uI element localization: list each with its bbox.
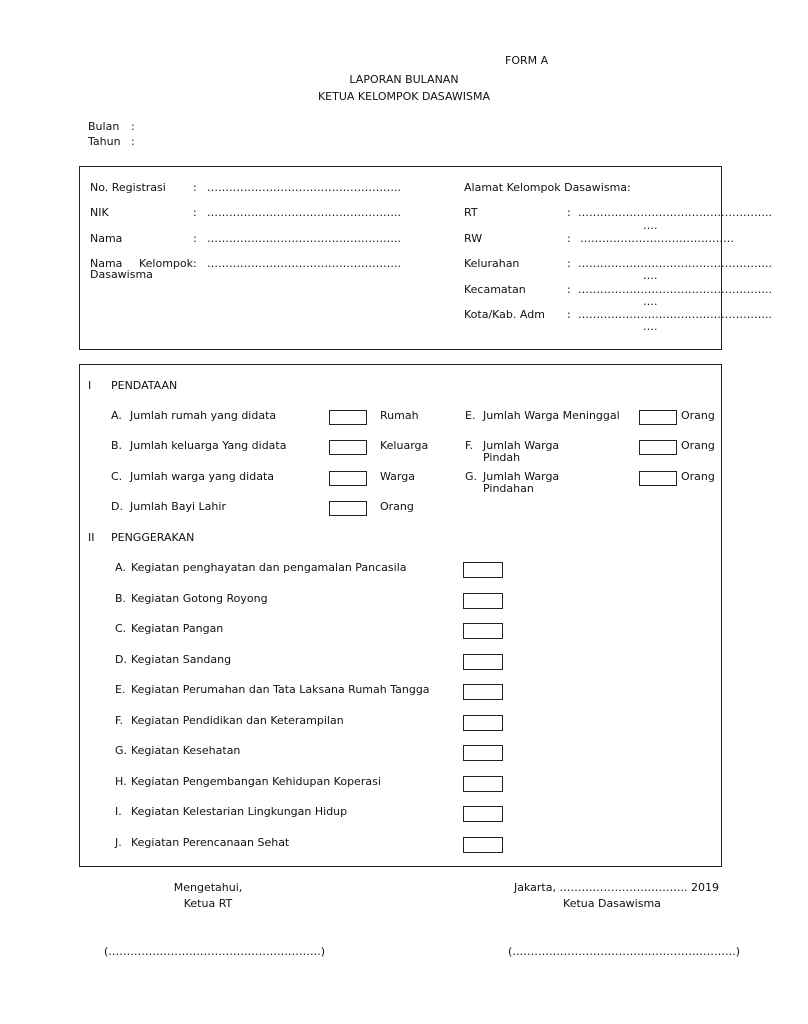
activity-e-input[interactable] — [463, 684, 503, 700]
item-c-key: C. — [111, 470, 123, 483]
kota-field[interactable]: …………………………………………….. — [578, 308, 772, 321]
registration-field[interactable]: …………………………………………….. — [207, 181, 401, 194]
item-g-key: G. — [465, 470, 478, 483]
item-b-input[interactable] — [329, 440, 367, 455]
group-name-label-a: Nama — [90, 257, 123, 270]
activity-a-label: Kegiatan penghayatan dan pengamalan Pancasila — [131, 561, 407, 574]
sign-left-line2: Ketua RT — [183, 897, 233, 910]
item-b-key: B. — [111, 439, 123, 452]
kelurahan-field[interactable]: …………………………………………….. — [578, 257, 772, 270]
item-a-label: Jumlah rumah yang didata — [130, 409, 277, 422]
kecamatan-colon: : — [567, 283, 571, 296]
activity-c-label: Kegiatan Pangan — [131, 622, 224, 635]
item-b-unit: Keluarga — [380, 439, 429, 452]
registration-label: No. Registrasi — [90, 181, 166, 194]
activity-g-label: Kegiatan Kesehatan — [131, 744, 241, 757]
activity-h-key: H. — [115, 775, 127, 788]
item-d-key: D. — [111, 500, 123, 513]
activity-e-label: Kegiatan Perumahan dan Tata Laksana Rumah Tangga — [131, 683, 430, 696]
sign-right-line2: Ketua Dasawisma — [563, 897, 661, 910]
kota-label: Kota/Kab. Adm — [464, 308, 545, 321]
activity-c-input[interactable] — [463, 623, 503, 639]
kecamatan-field-cont: …. — [643, 295, 658, 308]
item-g-label-2: Pindahan — [483, 482, 534, 495]
section-2-number: II — [88, 531, 95, 544]
item-g-unit: Orang — [681, 470, 715, 483]
activity-j-input[interactable] — [463, 837, 503, 853]
activity-j-label: Kegiatan Perencanaan Sehat — [131, 836, 290, 849]
item-e-unit: Orang — [681, 409, 715, 422]
kota-field-cont: …. — [643, 320, 658, 333]
section-1-title: PENDATAAN — [111, 379, 178, 392]
activity-c-key: C. — [115, 622, 127, 635]
activity-h-input[interactable] — [463, 776, 503, 792]
kelurahan-label: Kelurahan — [464, 257, 520, 270]
activity-d-key: D. — [115, 653, 127, 666]
item-a-key: A. — [111, 409, 122, 422]
title-line-1: LAPORAN BULANAN — [349, 73, 459, 86]
nik-label: NIK — [90, 206, 109, 219]
activity-f-label: Kegiatan Pendidikan dan Keterampilan — [131, 714, 344, 727]
group-name-label-c: Dasawisma — [90, 268, 153, 281]
item-f-unit: Orang — [681, 439, 715, 452]
activity-a-input[interactable] — [463, 562, 503, 578]
activity-i-key: I. — [115, 805, 122, 818]
activity-g-input[interactable] — [463, 745, 503, 761]
rt-signature-name[interactable]: (………………………………………………….) — [104, 945, 326, 958]
item-a-input[interactable] — [329, 410, 367, 425]
kelurahan-colon: : — [567, 257, 571, 270]
kecamatan-field[interactable]: …………………………………………….. — [578, 283, 772, 296]
activity-i-label: Kegiatan Kelestarian Lingkungan Hidup — [131, 805, 348, 818]
activity-d-input[interactable] — [463, 654, 503, 670]
name-field[interactable]: …………………………………………….. — [207, 232, 401, 245]
sign-right-line1: Jakarta, …………………………….. 2019 — [514, 881, 719, 894]
rw-label: RW — [464, 232, 483, 245]
activity-f-key: F. — [115, 714, 124, 727]
activity-e-key: E. — [115, 683, 126, 696]
item-c-label: Jumlah warga yang didata — [130, 470, 274, 483]
name-colon: : — [193, 232, 197, 245]
registration-colon: : — [193, 181, 197, 194]
group-name-field[interactable]: …………………………………………….. — [207, 257, 401, 270]
section-2-title: PENGGERAKAN — [111, 531, 195, 544]
item-f-label-1: Jumlah Warga — [483, 439, 560, 452]
kota-colon: : — [567, 308, 571, 321]
month-sep: : — [131, 120, 135, 133]
title-line-2: KETUA KELOMPOK DASAWISMA — [317, 90, 491, 103]
item-d-unit: Orang — [380, 500, 414, 513]
item-b-label: Jumlah keluarga Yang didata — [130, 439, 287, 452]
rw-field[interactable]: …………………………………… — [580, 232, 734, 245]
section-1-number: I — [88, 379, 92, 392]
item-c-input[interactable] — [329, 471, 367, 486]
group-name-colon: : — [193, 257, 197, 270]
activity-i-input[interactable] — [463, 806, 503, 822]
item-g-label-1: Jumlah Warga — [483, 470, 560, 483]
dasawisma-signature-name[interactable]: (…………………………………………………….) — [508, 945, 741, 958]
month-label: Bulan — [88, 120, 120, 133]
rt-field[interactable]: …………………………………………….. — [578, 206, 772, 219]
nik-field[interactable]: …………………………………………….. — [207, 206, 401, 219]
item-d-label: Jumlah Bayi Lahir — [130, 500, 226, 513]
item-e-input[interactable] — [639, 410, 677, 425]
kelurahan-field-cont: …. — [643, 269, 658, 282]
activity-j-key: J. — [115, 836, 122, 849]
name-label: Nama — [90, 232, 123, 245]
activity-b-input[interactable] — [463, 593, 503, 609]
group-name-label-b: Kelompok — [139, 257, 194, 270]
form-code: FORM A — [505, 54, 549, 67]
nik-colon: : — [193, 206, 197, 219]
year-label: Tahun — [88, 135, 121, 148]
activity-g-key: G. — [115, 744, 128, 757]
item-f-key: F. — [465, 439, 474, 452]
activity-b-key: B. — [115, 592, 127, 605]
item-d-input[interactable] — [329, 501, 367, 516]
rt-colon: : — [567, 206, 571, 219]
activity-f-input[interactable] — [463, 715, 503, 731]
item-a-unit: Rumah — [380, 409, 419, 422]
activity-a-key: A. — [115, 561, 126, 574]
activity-b-label: Kegiatan Gotong Royong — [131, 592, 268, 605]
item-e-key: E. — [465, 409, 476, 422]
rt-label: RT — [464, 206, 478, 219]
item-f-label-2: Pindah — [483, 451, 521, 464]
item-e-label: Jumlah Warga Meninggal — [483, 409, 620, 422]
item-f-input[interactable] — [639, 440, 677, 455]
year-sep: : — [131, 135, 135, 148]
address-title: Alamat Kelompok Dasawisma: — [464, 181, 631, 194]
rw-colon: : — [567, 232, 571, 245]
activity-d-label: Kegiatan Sandang — [131, 653, 232, 666]
kecamatan-label: Kecamatan — [464, 283, 526, 296]
activity-h-label: Kegiatan Pengembangan Kehidupan Koperasi — [131, 775, 381, 788]
item-c-unit: Warga — [380, 470, 415, 483]
item-g-input[interactable] — [639, 471, 677, 486]
sign-left-line1: Mengetahui, — [173, 881, 243, 894]
rt-field-cont: …. — [643, 219, 658, 232]
